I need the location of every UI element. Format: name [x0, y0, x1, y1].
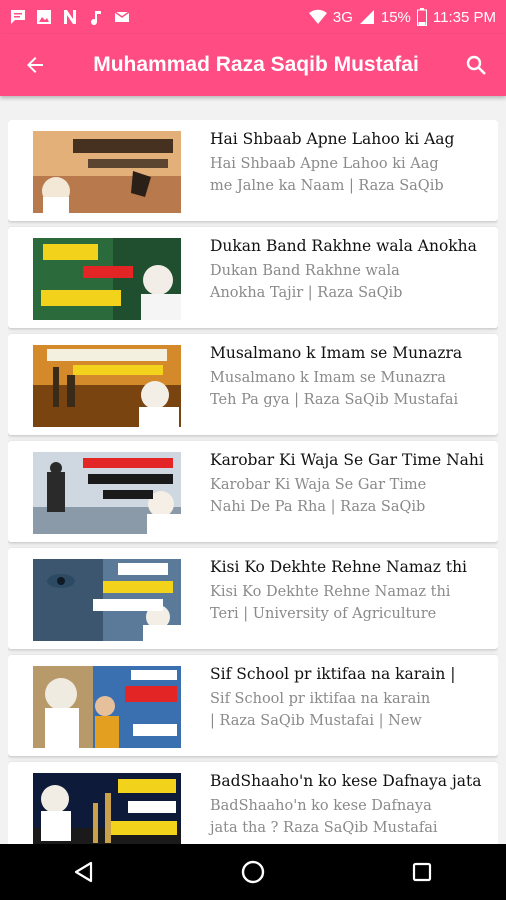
video-subtitle: BadShaaho'n ko kese Dafnaya jata tha ? Raza SaQib Mustafai	[210, 798, 438, 836]
n-notification-icon	[62, 9, 78, 25]
video-title: Dukan Band Rakhne wala Anokha	[210, 237, 477, 255]
search-button[interactable]	[446, 34, 506, 96]
video-thumbnail[interactable]	[33, 238, 181, 320]
video-subtitle: Karobar Ki Waja Se Gar Time Nahi De Pa Rha | Raza SaQib	[210, 477, 427, 515]
video-list[interactable]	[8, 120, 498, 844]
video-card[interactable]	[8, 655, 498, 756]
status-bar	[0, 0, 506, 34]
video-title: Hai Shbaab Apne Lahoo ki Aag	[210, 130, 455, 148]
page-title: Muhammad Raza Saqib Mustafai	[93, 53, 419, 76]
search-icon	[464, 53, 488, 77]
video-thumbnail[interactable]	[33, 131, 181, 213]
message-icon	[10, 9, 26, 25]
video-title: Kisi Ko Dekhte Rehne Namaz thi	[210, 558, 468, 576]
app-bar	[0, 34, 506, 96]
navigation-bar	[0, 844, 506, 900]
video-subtitle: Dukan Band Rakhne wala Anokha Tajir | Raza SaQib	[210, 263, 403, 301]
wifi-icon	[309, 9, 327, 25]
network-type: 3G	[332, 8, 353, 26]
signal-icon	[359, 9, 375, 25]
recents-square-icon	[411, 861, 433, 883]
video-thumbnail[interactable]	[33, 559, 181, 641]
back-button[interactable]	[0, 34, 70, 96]
nav-back-button[interactable]	[54, 844, 114, 900]
video-subtitle: Musalmano k Imam se Munazra Teh Pa gya | Raza SaQib Mustafai	[210, 370, 459, 408]
video-card[interactable]	[8, 548, 498, 649]
video-title: Musalmano k Imam se Munazra	[210, 344, 463, 362]
mail-icon	[114, 9, 130, 25]
arrow-left-icon	[23, 53, 47, 77]
video-card[interactable]	[8, 120, 498, 221]
music-icon	[88, 9, 104, 25]
back-triangle-icon	[72, 860, 96, 884]
video-title: BadShaaho'n ko kese Dafnaya jata	[210, 772, 482, 790]
image-icon	[36, 9, 52, 25]
video-thumbnail[interactable]	[33, 666, 181, 748]
nav-home-button[interactable]	[223, 844, 283, 900]
video-thumbnail[interactable]	[33, 773, 181, 844]
video-thumbnail[interactable]	[33, 345, 181, 427]
clock: 11:35 PM	[432, 8, 496, 26]
video-card[interactable]	[8, 334, 498, 435]
video-subtitle: Hai Shbaab Apne Lahoo ki Aag me Jalne ka Naam | Raza SaQib	[210, 156, 444, 194]
video-subtitle: Sif School pr iktifaa na karain | Raza SaQib Mustafai | New	[210, 691, 431, 729]
video-title: Sif School pr iktifaa na karain |	[210, 665, 456, 683]
video-title: Karobar Ki Waja Se Gar Time Nahi	[210, 451, 484, 469]
home-circle-icon	[240, 859, 266, 885]
video-card[interactable]	[8, 441, 498, 542]
video-subtitle: Kisi Ko Dekhte Rehne Namaz thi Teri | University of Agriculture	[210, 584, 451, 622]
battery-icon	[417, 8, 427, 26]
battery-percent: 15%	[380, 8, 411, 26]
video-card[interactable]	[8, 227, 498, 328]
nav-recents-button[interactable]	[392, 844, 452, 900]
video-card[interactable]	[8, 762, 498, 844]
video-thumbnail[interactable]	[33, 452, 181, 534]
